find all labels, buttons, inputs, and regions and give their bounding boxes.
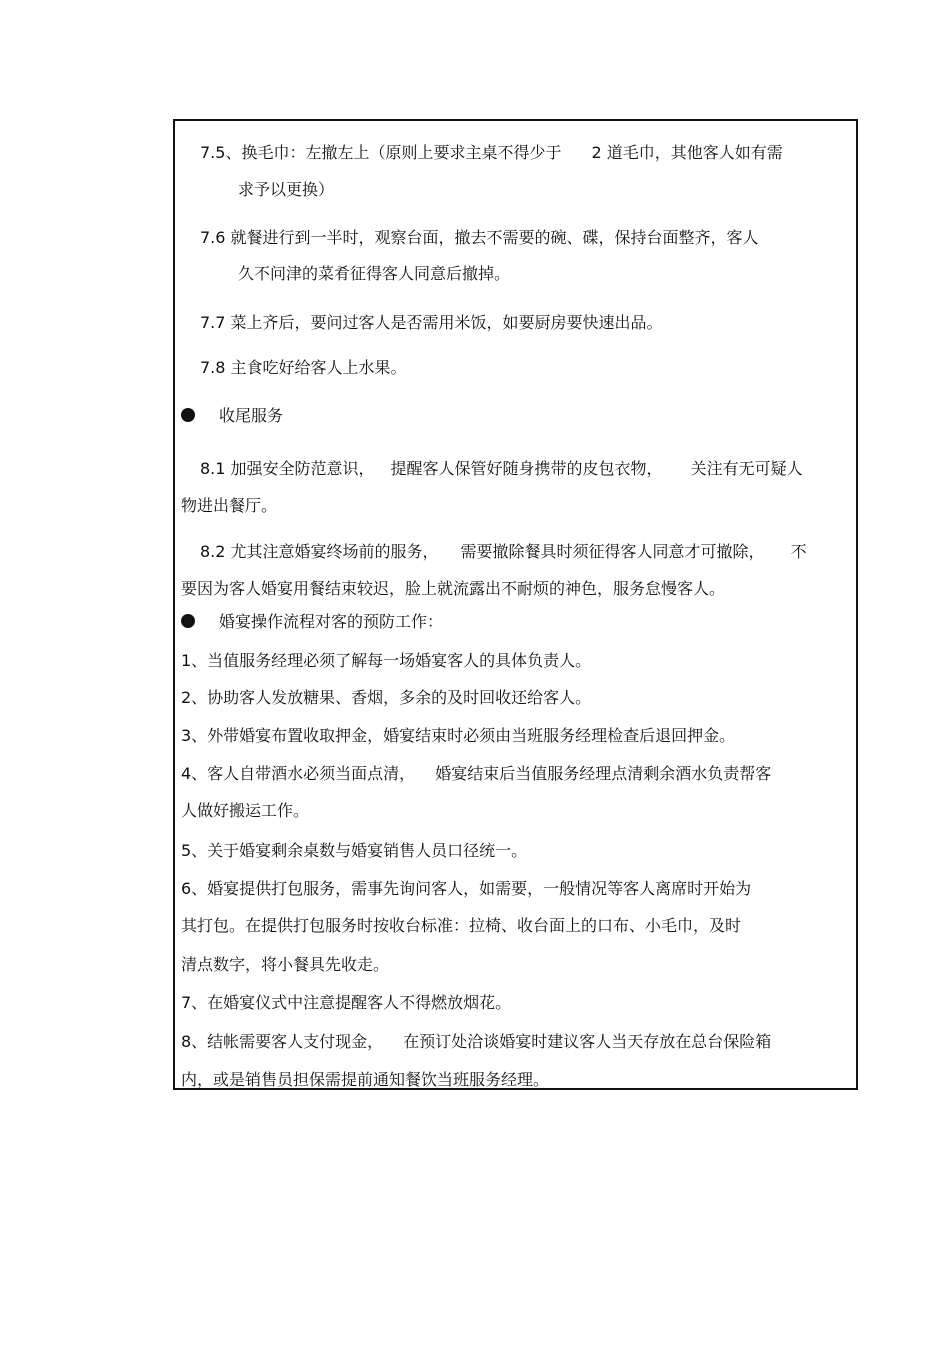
prevention-item-4-line1 bbox=[181, 763, 771, 785]
prevention-item-4-text-b: 婚宴结束后当值服务经理点清剩余酒水负责帮客 bbox=[435, 764, 772, 783]
item-8-1-text-b: 提醒客人保管好随身携带的皮包衣物， bbox=[390, 459, 663, 478]
prevention-item-5: 5、关于婚宴剩余桌数与婚宴销售人员口径统一。 bbox=[181, 841, 528, 860]
prevention-item-3: 3、外带婚宴布置收取押金，婚宴结束时必须由当班服务经理检查后退回押金。 bbox=[181, 726, 736, 745]
item-7-7: 7.7 菜上齐后，要问过客人是否需用米饭，如要厨房要快速出品。 bbox=[200, 313, 663, 332]
prevention-heading bbox=[181, 611, 443, 633]
item-8-2-text-c: 不 bbox=[790, 542, 807, 561]
item-8-1-line1 bbox=[200, 458, 803, 480]
prevention-item-6-line2: 其打包。在提供打包服务时按收台标准：拉椅、收台面上的口布、小毛巾，及时 bbox=[181, 916, 742, 935]
item-7-6-line2: 久不问津的菜肴征得客人同意后撤掉。 bbox=[238, 264, 511, 283]
item-8-2-text-b: 需要撤除餐具时须征得客人同意才可撤除， bbox=[460, 542, 765, 561]
item-8-2-line2: 要因为客人婚宴用餐结束较迟，脸上就流露出不耐烦的神色，服务怠慢客人。 bbox=[181, 579, 726, 598]
item-7-5-line2: 求予以更换） bbox=[238, 180, 335, 199]
prevention-item-8-text-b: 在预订处洽谈婚宴时建议客人当天存放在总台保险箱 bbox=[403, 1032, 772, 1051]
bullet-icon bbox=[181, 614, 195, 628]
item-7-5-text-b: 2 道毛巾，其他客人如有需 bbox=[591, 143, 783, 162]
item-7-5-line1 bbox=[200, 142, 783, 164]
prevention-item-8-line1 bbox=[181, 1031, 771, 1053]
item-8-1-text-a: 8.1 加强安全防范意识， bbox=[200, 459, 375, 478]
item-7-5-text-a: 7.5、换毛巾：左撤左上（原则上要求主桌不得少于 bbox=[200, 143, 562, 162]
prevention-item-1: 1、当值服务经理必须了解每一场婚宴客人的具体负责人。 bbox=[181, 651, 592, 670]
prevention-heading-text: 婚宴操作流程对客的预防工作： bbox=[219, 612, 444, 631]
item-8-1-text-c: 关注有无可疑人 bbox=[690, 459, 803, 478]
bullet-icon bbox=[181, 408, 195, 422]
prevention-item-8-text-a: 8、结帐需要客人支付现金， bbox=[181, 1032, 384, 1051]
item-7-8: 7.8 主食吃好给客人上水果。 bbox=[200, 358, 407, 377]
prevention-item-6-line1: 6、婚宴提供打包服务，需事先询问客人，如需要，一般情况等客人离席时开始为 bbox=[181, 879, 752, 898]
prevention-item-8-line2: 内，或是销售员担保需提前通知餐饮当班服务经理。 bbox=[181, 1070, 550, 1089]
prevention-item-4-line2: 人做好搬运工作。 bbox=[181, 801, 310, 820]
item-7-6-line1: 7.6 就餐进行到一半时，观察台面，撤去不需要的碗、碟，保持台面整齐，客人 bbox=[200, 228, 759, 247]
prevention-item-6-line3: 清点数字，将小餐具先收走。 bbox=[181, 955, 390, 974]
item-8-2-line1 bbox=[200, 541, 807, 563]
item-8-2-text-a: 8.2 尤其注意婚宴终场前的服务， bbox=[200, 542, 439, 561]
prevention-item-7: 7、在婚宴仪式中注意提醒客人不得燃放烟花。 bbox=[181, 993, 512, 1012]
prevention-item-4-text-a: 4、客人自带酒水必须当面点清， bbox=[181, 764, 416, 783]
prevention-item-2: 2、协助客人发放糖果、香烟，多余的及时回收还给客人。 bbox=[181, 688, 592, 707]
item-8-1-line2: 物进出餐厅。 bbox=[181, 496, 278, 515]
closing-heading bbox=[181, 405, 283, 427]
closing-heading-text: 收尾服务 bbox=[219, 406, 284, 425]
